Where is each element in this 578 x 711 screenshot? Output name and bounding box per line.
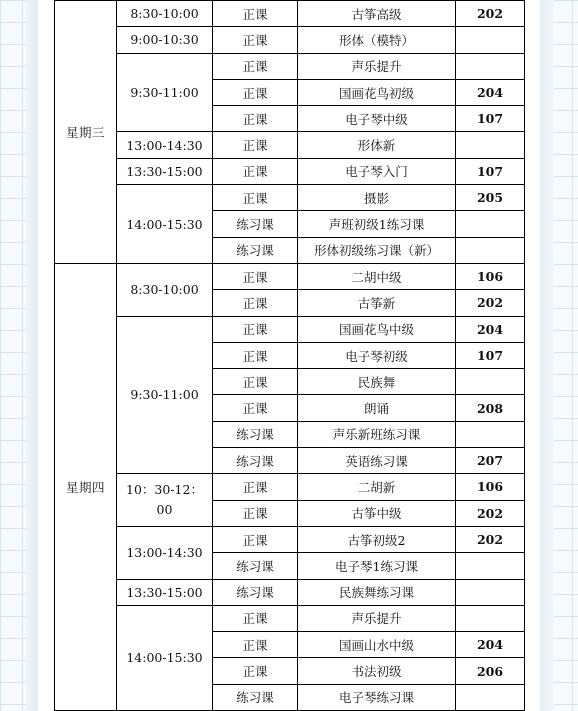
class-type-cell: 正课 — [213, 474, 298, 500]
room-cell: 107 — [456, 158, 525, 184]
class-type-cell: 正课 — [213, 342, 298, 368]
class-type-cell: 正课 — [213, 185, 298, 211]
course-cell: 民族舞练习课 — [298, 579, 456, 605]
time-cell: 10：30-12：00 — [117, 474, 213, 527]
time-cell: 8:30-10:00 — [117, 1, 213, 27]
course-cell: 书法初级 — [298, 658, 456, 684]
room-cell — [456, 605, 525, 631]
room-cell: 206 — [456, 658, 525, 684]
class-type-cell: 练习课 — [213, 684, 298, 710]
class-type-cell: 正课 — [213, 369, 298, 395]
schedule-table — [54, 0, 525, 711]
room-cell — [456, 684, 525, 710]
page-edge-left — [26, 0, 38, 711]
time-cell: 9:30-11:00 — [117, 316, 213, 474]
course-cell: 声班初级1练习课 — [298, 211, 456, 237]
room-cell: 207 — [456, 448, 525, 474]
room-cell: 204 — [456, 316, 525, 342]
class-type-cell: 正课 — [213, 500, 298, 526]
time-cell: 9:00-10:30 — [117, 27, 213, 53]
table-row — [55, 526, 525, 552]
class-type-cell: 正课 — [213, 658, 298, 684]
room-cell — [456, 579, 525, 605]
class-type-cell: 练习课 — [213, 553, 298, 579]
table-row — [55, 132, 525, 158]
course-cell: 电子琴1练习课 — [298, 553, 456, 579]
course-cell: 电子琴中级 — [298, 106, 456, 132]
class-type-cell: 正课 — [213, 290, 298, 316]
day-cell-wednesday: 星期三 — [55, 1, 117, 264]
course-cell: 国画花鸟中级 — [298, 316, 456, 342]
class-type-cell: 正课 — [213, 395, 298, 421]
room-cell — [456, 553, 525, 579]
course-cell: 形体初级练习课（新） — [298, 237, 456, 263]
table-row — [55, 316, 525, 342]
course-cell: 电子琴初级 — [298, 342, 456, 368]
course-cell: 英语练习课 — [298, 448, 456, 474]
course-cell: 声乐提升 — [298, 53, 456, 79]
class-type-cell: 正课 — [213, 132, 298, 158]
class-type-cell: 练习课 — [213, 421, 298, 447]
course-cell: 形体新 — [298, 132, 456, 158]
class-type-cell: 正课 — [213, 526, 298, 552]
table-row — [55, 27, 525, 53]
room-cell — [456, 53, 525, 79]
class-type-cell: 正课 — [213, 1, 298, 27]
table-row — [55, 579, 525, 605]
room-cell — [456, 132, 525, 158]
course-cell: 古筝中级 — [298, 500, 456, 526]
room-cell — [456, 211, 525, 237]
table-row — [55, 263, 525, 289]
course-cell: 摄影 — [298, 185, 456, 211]
room-cell: 204 — [456, 79, 525, 105]
course-cell: 朗诵 — [298, 395, 456, 421]
room-cell: 202 — [456, 1, 525, 27]
class-type-cell: 练习课 — [213, 579, 298, 605]
time-cell: 13:30-15:00 — [117, 579, 213, 605]
course-cell: 古筝新 — [298, 290, 456, 316]
table-row — [55, 53, 525, 79]
room-cell: 202 — [456, 290, 525, 316]
room-cell — [456, 369, 525, 395]
course-cell: 声乐提升 — [298, 605, 456, 631]
time-cell: 13:30-15:00 — [117, 158, 213, 184]
room-cell — [456, 27, 525, 53]
time-cell: 13:00-14:30 — [117, 526, 213, 579]
time-cell: 9:30-11:00 — [117, 53, 213, 132]
class-type-cell: 正课 — [213, 27, 298, 53]
page-edge-right — [540, 0, 554, 711]
course-cell: 电子琴入门 — [298, 158, 456, 184]
class-type-cell: 练习课 — [213, 211, 298, 237]
table-row — [55, 158, 525, 184]
room-cell: 106 — [456, 474, 525, 500]
course-cell: 国画山水中级 — [298, 632, 456, 658]
room-cell: 208 — [456, 395, 525, 421]
course-cell: 古筝高级 — [298, 1, 456, 27]
table-row — [55, 185, 525, 211]
time-cell: 8:30-10:00 — [117, 263, 213, 316]
class-type-cell: 正课 — [213, 316, 298, 342]
class-type-cell: 正课 — [213, 158, 298, 184]
table-row — [55, 605, 525, 631]
course-cell: 电子琴练习课 — [298, 684, 456, 710]
room-cell: 205 — [456, 185, 525, 211]
room-cell: 106 — [456, 263, 525, 289]
table-row — [55, 1, 525, 27]
room-cell: 202 — [456, 500, 525, 526]
time-cell: 14:00-15:30 — [117, 185, 213, 264]
class-type-cell: 正课 — [213, 263, 298, 289]
class-type-cell: 正课 — [213, 79, 298, 105]
class-type-cell: 正课 — [213, 106, 298, 132]
course-cell: 形体（模特） — [298, 27, 456, 53]
room-cell: 204 — [456, 632, 525, 658]
time-cell: 14:00-15:30 — [117, 605, 213, 710]
class-type-cell: 正课 — [213, 632, 298, 658]
course-cell: 声乐新班练习课 — [298, 421, 456, 447]
course-cell: 二胡新 — [298, 474, 456, 500]
class-type-cell: 练习课 — [213, 237, 298, 263]
room-cell: 202 — [456, 526, 525, 552]
course-cell: 古筝初级2 — [298, 526, 456, 552]
room-cell — [456, 421, 525, 447]
course-cell: 国画花鸟初级 — [298, 79, 456, 105]
course-cell: 民族舞 — [298, 369, 456, 395]
time-cell: 13:00-14:30 — [117, 132, 213, 158]
course-cell: 二胡中级 — [298, 263, 456, 289]
room-cell: 107 — [456, 106, 525, 132]
table-row — [55, 474, 525, 500]
room-cell: 107 — [456, 342, 525, 368]
class-type-cell: 正课 — [213, 605, 298, 631]
day-cell-thursday: 星期四 — [55, 263, 117, 710]
room-cell — [456, 237, 525, 263]
class-type-cell: 正课 — [213, 53, 298, 79]
class-type-cell: 练习课 — [213, 448, 298, 474]
